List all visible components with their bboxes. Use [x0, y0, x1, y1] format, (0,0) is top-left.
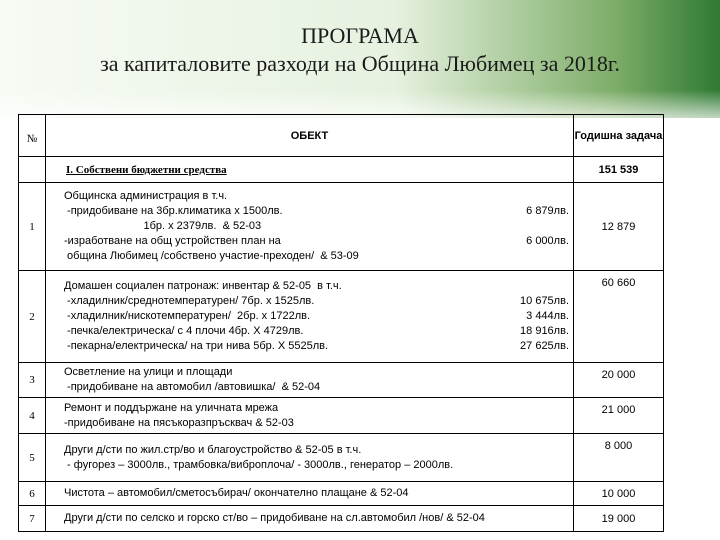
description-line [64, 249, 569, 264]
description-text: -хладилник/среднотемпературен/ 7бр. х 1525лв. [64, 295, 315, 307]
page-title [0, 22, 720, 78]
row-number: 2 [19, 271, 46, 363]
description-line [64, 401, 569, 416]
row-number: 7 [19, 506, 46, 532]
description-amount: 27 625лв. [520, 340, 569, 352]
description-line [64, 416, 569, 431]
description-text: Ремонт и поддържане на уличната мрежа [64, 401, 279, 414]
row-description [46, 434, 574, 482]
description-line [64, 380, 569, 395]
row-number: 3 [19, 363, 46, 398]
description-line [64, 324, 569, 339]
row-description [46, 183, 574, 271]
row-task-amount: 60 660 [574, 271, 664, 363]
description-amount: 6 879лв. [526, 205, 569, 217]
header-object: ОБЕКТ [46, 115, 574, 157]
title-line-1: ПРОГРАМА [301, 23, 419, 48]
section-label: I. Собствени бюджетни средства [46, 157, 574, 183]
description-line [64, 511, 569, 526]
table-row [19, 363, 664, 398]
description-amount: 3 444лв. [526, 310, 569, 322]
description-text: Други д/сти по селско и горско ст/во – придобиване на сл.автомобил /нов/ & 52-04 [64, 512, 485, 524]
row-description [46, 482, 574, 506]
section-row [19, 157, 664, 183]
header-number: № [19, 115, 46, 157]
description-line [64, 219, 569, 234]
table-row [19, 482, 664, 506]
description-text: -изработване на общ устройствен план на [64, 235, 281, 247]
row-task-amount: 10 000 [574, 482, 664, 506]
description-text: 1бр. х 2379лв. & 52-03 [64, 220, 262, 232]
description-line [64, 486, 569, 501]
description-amount: 18 916лв. [520, 325, 569, 337]
row-task-amount: 21 000 [574, 398, 664, 434]
description-amount: 10 675лв. [520, 295, 569, 307]
row-task-amount: 20 000 [574, 363, 664, 398]
description-amount: 6 000лв. [526, 235, 569, 247]
description-text: -придобиване на пясъкоразпръсквач & 52-03 [64, 416, 294, 429]
row-number: 4 [19, 398, 46, 434]
description-text: -придобиване на 3бр.климатика х 1500лв. [64, 205, 283, 217]
header-row [19, 115, 664, 157]
row-description [46, 506, 574, 532]
table-row [19, 506, 664, 532]
description-line [64, 458, 569, 473]
description-line [64, 309, 569, 324]
description-line [64, 234, 569, 249]
description-text: община Любимец /собствено участие-преходен/ & 53-09 [64, 250, 359, 262]
description-line [64, 365, 569, 380]
description-text: - фугорез – 3000лв., трамбовка/виброплоча/ - 3000лв., генератор – 2000лв. [64, 458, 454, 471]
description-text: Общинска администрация в т.ч. [64, 190, 228, 202]
row-task-amount: 19 000 [574, 506, 664, 532]
description-text: -пекарна/електрическа/ на три нива 5бр. Х 5525лв. [64, 340, 329, 352]
title-line-2: за капиталовите разходи на Община Любимец за 2018г. [100, 51, 620, 76]
header-task: Годишна задача [574, 115, 664, 157]
row-description [46, 271, 574, 363]
description-line [64, 189, 569, 204]
row-description [46, 363, 574, 398]
row-number: 1 [19, 183, 46, 271]
description-text: Други д/сти по жил.стр/во и благоустройство & 52-05 в т.ч. [64, 443, 362, 456]
table-row [19, 271, 664, 363]
description-line [64, 339, 569, 354]
row-task-amount: 12 879 [574, 183, 664, 271]
row-task-amount: 8 000 [574, 434, 664, 482]
description-text: -хладилник/нискотемпературен/ 2бр. х 1722лв. [64, 310, 311, 322]
description-line [64, 294, 569, 309]
description-line [64, 279, 569, 294]
description-line [64, 443, 569, 458]
capital-expenses-table [18, 114, 664, 532]
description-line [64, 204, 569, 219]
row-number: 5 [19, 434, 46, 482]
row-description [46, 398, 574, 434]
description-text: -печка/електрическа/ с 4 плочи 4бр. Х 4729лв. [64, 325, 304, 337]
description-text: Чистота – автомобил/сметосъбирач/ окончателно плащане & 52-04 [64, 487, 409, 499]
section-total: 151 539 [574, 157, 664, 183]
description-text: -придобиване на автомобил /автовишка/ & 52-04 [64, 381, 321, 393]
description-text: Домашен социален патронаж: инвентар & 52-05 в т.ч. [64, 280, 342, 292]
section-number-cell [19, 157, 46, 183]
table-row [19, 398, 664, 434]
row-number: 6 [19, 482, 46, 506]
description-text: Осветление на улици и площади [64, 366, 233, 378]
table-row [19, 183, 664, 271]
table-row [19, 434, 664, 482]
